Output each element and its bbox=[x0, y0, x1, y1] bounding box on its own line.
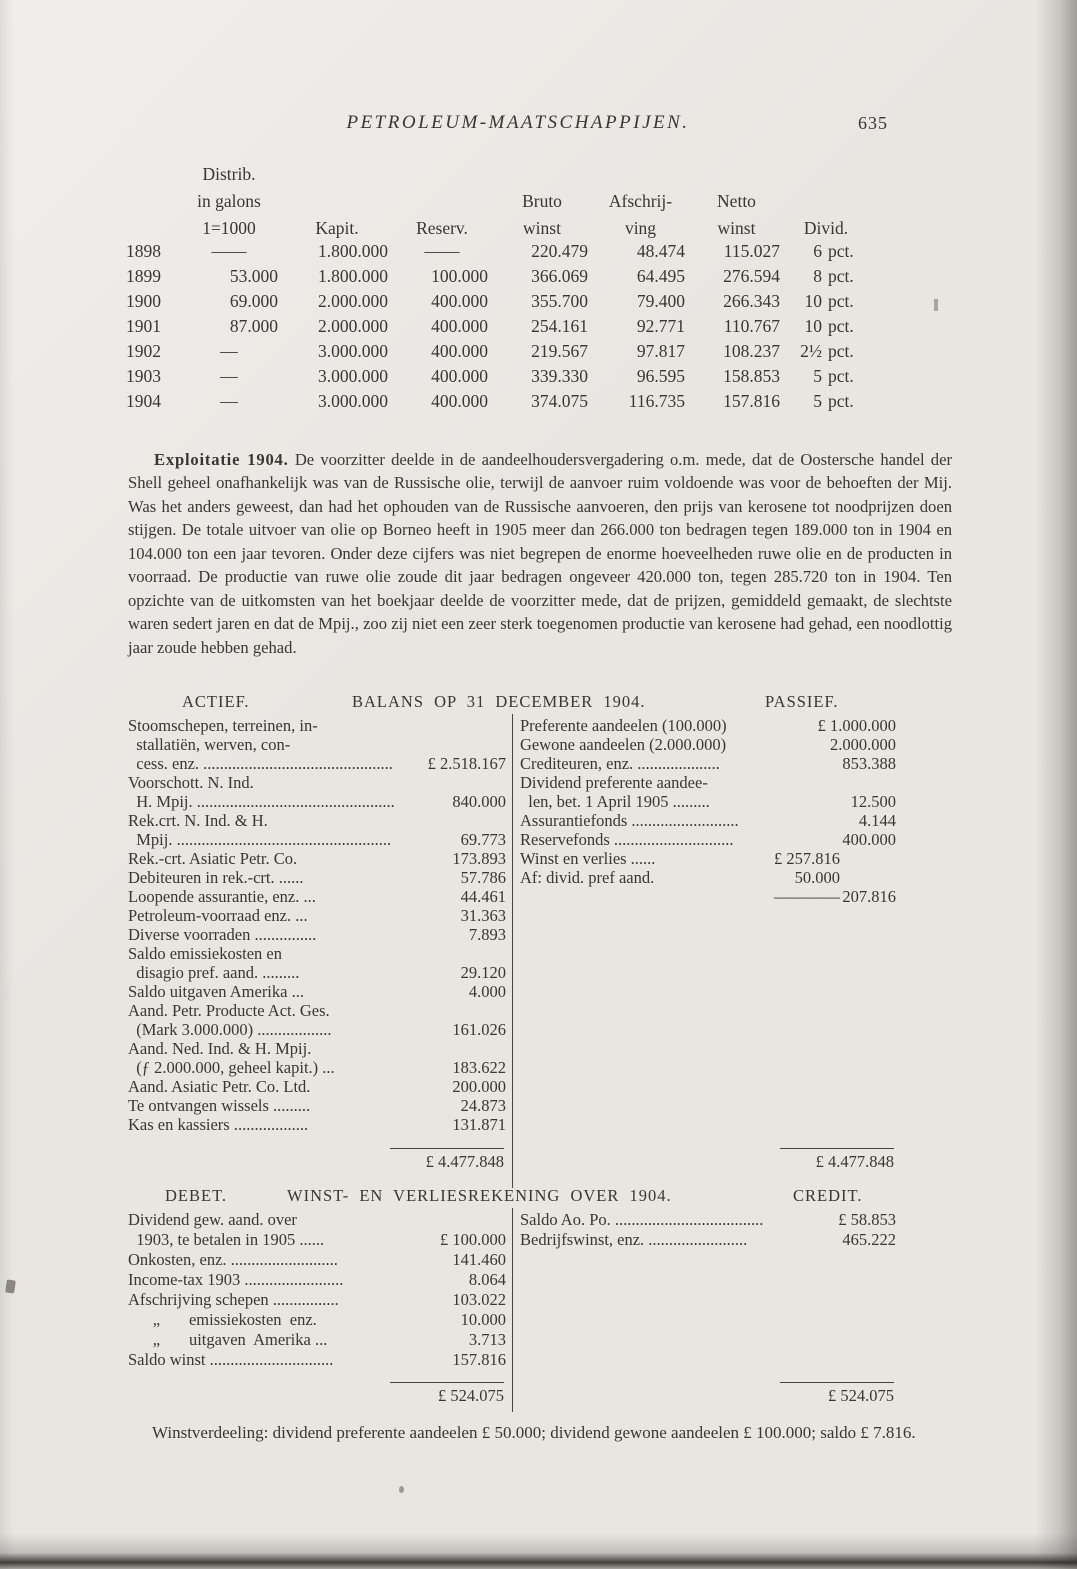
profit-loss-title: WINST- EN VERLIESREKENING OVER 1904. bbox=[287, 1186, 672, 1205]
profit-loss-header bbox=[128, 1186, 952, 1208]
column-divider-rule bbox=[512, 1208, 513, 1412]
ledger-line: disagio pref. aand. ......... 29.120 bbox=[128, 963, 506, 982]
col-distrib-line3: 1=1000 bbox=[202, 218, 256, 238]
credit-column bbox=[520, 1210, 896, 1250]
running-header bbox=[128, 112, 950, 138]
ledger-line: Saldo winst .............................. 157.816 bbox=[128, 1350, 506, 1369]
results-row: 1904 — 3.000.000 400.000 374.075 116.735 157.816 5 pct. bbox=[126, 391, 854, 411]
ledger-line: Saldo uitgaven Amerika ... 4.000 bbox=[128, 982, 506, 1001]
col-netto-line2: winst bbox=[717, 218, 756, 238]
ledger-line: Petroleum-voorraad enz. ... 31.363 bbox=[128, 906, 506, 925]
results-table-body bbox=[126, 239, 868, 414]
ledger-line: Crediteuren, enz. .................... 853.388 bbox=[520, 754, 896, 773]
ledger-line: Debiteuren in rek.-crt. ...... 57.786 bbox=[128, 868, 506, 887]
ledger-line: cess. enz. .............................................. £ 2.518.167 bbox=[128, 754, 506, 773]
col-dividend: Divid. bbox=[803, 218, 849, 238]
ledger-line: len, bet. 1 April 1905 ......... 12.500 bbox=[520, 792, 896, 811]
ledger-line: Loopende assurantie, enz. ... 44.461 bbox=[128, 887, 506, 906]
ledger-line: ———— 207.816 bbox=[774, 887, 896, 906]
debet-total: £ 524.075 bbox=[438, 1386, 504, 1405]
ledger-line: Aand. Petr. Producte Act. Ges. bbox=[128, 1001, 330, 1020]
ledger-line: Reservefonds ............................. 400.000 bbox=[520, 830, 896, 849]
results-row: 1901 87.000 2.000.000 400.000 254.161 92.771 110.767 10 pct. bbox=[126, 316, 854, 336]
scan-artifact bbox=[5, 1279, 16, 1293]
col-netto-line1: Netto bbox=[717, 191, 756, 211]
actief-column bbox=[128, 716, 506, 1134]
scan-artifact bbox=[934, 299, 938, 311]
ledger-line: Te ontvangen wissels ......... 24.873 bbox=[128, 1096, 506, 1115]
exploitatie-body: De voorzitter deelde in de aandeelhoudersvergadering o.m. mede, dat de Oostersche handel der Shell geheel onafhankelijk was van de Russische olie, terwijl de aanvoer ruim voldoende was voor de behoeften der Mij. Was het anders geweest, dan had het ophouden van de Russische aanvoeren, den prijs van kerosene tot noodprijzen doen stijgen. De totale uitvoer van olie op Borneo heeft in 1905 meer dan 266.000 ton bedragen tegen 189.000 ton in 1904 en 104.000 ton een jaar tevoren. Onder deze cijfers was niet begrepen de enorme hoeveelheden ruwe olie en de producten in voorraad. De productie van ruwe olie zoude dit jaar bedragen ongeveer 420.000 ton, tegen 285.720 ton in 1904. Ten opzichte van de uitkomsten van het boekjaar deelde de voorzitter mede, dat de prijzen, gemiddeld gemaakt, de slechtste waren sedert jaren en dat de Mpij., zoo zij niet een zeer sterk toegenomen productie van kerosene had gehad, een noodlottig jaar zoude hebben gehad. bbox=[128, 449, 952, 657]
ledger-line: Rek.crt. N. Ind. & H. bbox=[128, 811, 268, 830]
ledger-line: (Mark 3.000.000) .................. 161.026 bbox=[128, 1020, 506, 1039]
results-row: 1899 53.000 1.800.000 100.000 366.069 64.495 276.594 8 pct. bbox=[126, 266, 854, 286]
col-reserve: Reserv. bbox=[416, 218, 468, 238]
ledger-line: Aand. Ned. Ind. & H. Mpij. bbox=[128, 1039, 312, 1058]
passief-column bbox=[520, 716, 896, 906]
column-divider-rule bbox=[512, 714, 513, 1188]
ledger-line: Dividend preferente aandee- bbox=[520, 773, 708, 792]
results-table bbox=[126, 158, 868, 414]
ledger-line: Bedrijfswinst, enz. ........................ 465.222 bbox=[520, 1230, 896, 1249]
col-distrib-line1: Distrib. bbox=[202, 164, 256, 184]
credit-total: £ 524.075 bbox=[828, 1386, 894, 1405]
ledger-line: Af: divid. pref aand. 50.000 bbox=[520, 868, 840, 887]
ledger-line: „ uitgaven Amerika ... 3.713 bbox=[128, 1330, 506, 1349]
actief-label: ACTIEF. bbox=[182, 692, 250, 711]
ledger-line: Kas en kassiers .................. 131.871 bbox=[128, 1115, 506, 1134]
page-right-edge-shadow bbox=[1035, 0, 1077, 1569]
ledger-line: Voorschott. N. Ind. bbox=[128, 773, 254, 792]
ledger-line: Aand. Asiatic Petr. Co. Ltd. 200.000 bbox=[128, 1077, 506, 1096]
ledger-line: Mpij. .................................................... 69.773 bbox=[128, 830, 506, 849]
results-row: 1898 —— 1.800.000 —— 220.479 48.474 115.027 6 pct. bbox=[126, 241, 854, 261]
ledger-line: Winst en verlies ...... £ 257.816 bbox=[520, 849, 840, 868]
ledger-line: Assurantiefonds .......................... 4.144 bbox=[520, 811, 896, 830]
passief-label: PASSIEF. bbox=[765, 692, 839, 711]
ledger-line: Saldo Ao. Po. .................................... £ 58.853 bbox=[520, 1210, 896, 1229]
balance-sheet bbox=[128, 692, 952, 1171]
debet-label: DEBET. bbox=[165, 1186, 228, 1205]
ledger-line: Stoomschepen, terreinen, in- bbox=[128, 716, 318, 735]
balance-sheet-title: BALANS OP 31 DECEMBER 1904. bbox=[352, 692, 646, 711]
exploitatie-heading: Exploitatie 1904. bbox=[154, 449, 289, 469]
col-bruto-line2: winst bbox=[523, 218, 561, 238]
ledger-line: Diverse voorraden ............... 7.893 bbox=[128, 925, 506, 944]
page-left-edge-shadow bbox=[0, 0, 14, 1569]
col-afschrijving-line2: ving bbox=[624, 218, 657, 238]
ledger-line: 1903, te betalen in 1905 ...... £ 100.000 bbox=[128, 1230, 506, 1249]
ledger-line: Afschrijving schepen ................ 103.022 bbox=[128, 1290, 506, 1309]
results-row: 1900 69.000 2.000.000 400.000 355.700 79.400 266.343 10 pct. bbox=[126, 291, 854, 311]
ledger-line: Saldo emissiekosten en bbox=[128, 944, 282, 963]
ledger-line: Gewone aandeelen (2.000.000) 2.000.000 bbox=[520, 735, 896, 754]
running-title: PETROLEUM-MAATSCHAPPIJEN. bbox=[346, 112, 690, 133]
actief-total: £ 4.477.848 bbox=[425, 1152, 504, 1171]
balance-sheet-header bbox=[128, 692, 952, 714]
col-kapitaal: Kapit. bbox=[315, 218, 359, 238]
col-bruto-line1: Bruto bbox=[522, 191, 562, 211]
winstverdeeling-note: Winstverdeeling: dividend preferente aandeelen £ 50.000; dividend gewone aandeelen £ 100.000; saldo £ 7.816. bbox=[152, 1423, 916, 1442]
passief-total: £ 4.477.848 bbox=[815, 1152, 894, 1171]
ledger-line: stallatiën, werven, con- bbox=[128, 735, 291, 754]
results-row: 1902 — 3.000.000 400.000 219.567 97.817 108.237 2½ pct. bbox=[126, 341, 854, 361]
ledger-line: Income-tax 1903 ........................ 8.064 bbox=[128, 1270, 506, 1289]
col-distrib-line2: in galons bbox=[197, 191, 261, 211]
ledger-line: „ emissiekosten enz. 10.000 bbox=[128, 1310, 506, 1329]
scan-artifact bbox=[399, 1486, 404, 1493]
ledger-line: Preferente aandeelen (100.000) £ 1.000.000 bbox=[520, 716, 896, 735]
ledger-line: Dividend gew. aand. over bbox=[128, 1210, 297, 1229]
results-table-header bbox=[126, 158, 868, 239]
page-bottom-edge-shadow bbox=[0, 1533, 1077, 1569]
ledger-line: Onkosten, enz. .......................... 141.460 bbox=[128, 1250, 506, 1269]
credit-label: CREDIT. bbox=[793, 1186, 863, 1205]
ledger-line: H. Mpij. ................................................ 840.000 bbox=[128, 792, 506, 811]
results-row: 1903 — 3.000.000 400.000 339.330 96.595 158.853 5 pct. bbox=[126, 366, 854, 386]
ledger-line: Rek.-crt. Asiatic Petr. Co. 173.893 bbox=[128, 849, 506, 868]
page-number: 635 bbox=[858, 113, 888, 133]
debet-column bbox=[128, 1210, 506, 1370]
ledger-line: (ƒ 2.000.000, geheel kapit.) ... 183.622 bbox=[128, 1058, 506, 1077]
col-afschrijving-line1: Afschrij- bbox=[608, 191, 673, 211]
profit-loss-account bbox=[128, 1186, 952, 1405]
exploitatie-paragraph bbox=[128, 448, 952, 660]
